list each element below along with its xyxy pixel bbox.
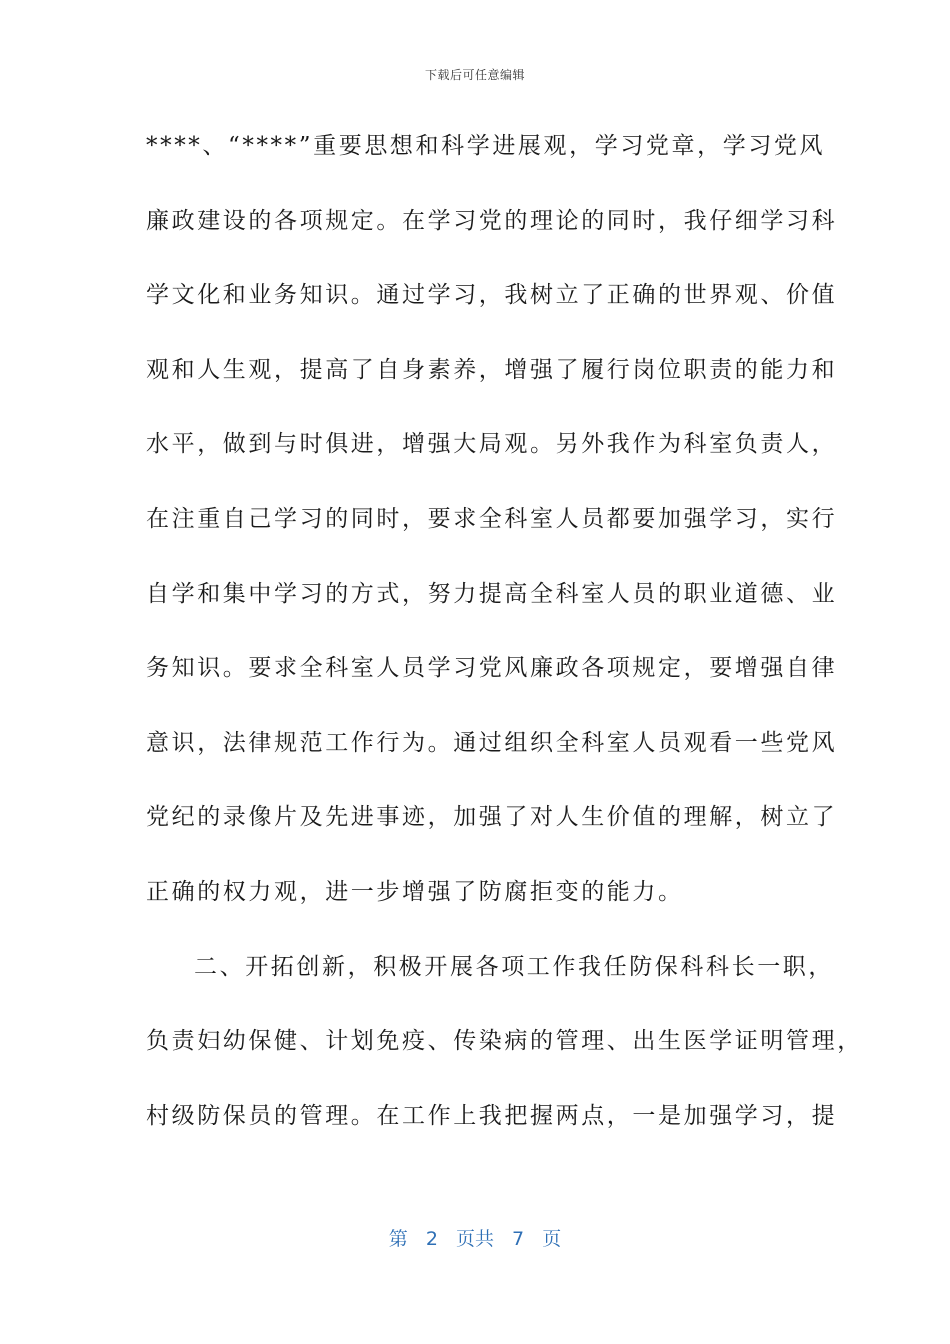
footer-middle: 页共 — [455, 1228, 494, 1250]
page-header: 下载后可任意编辑 — [424, 68, 525, 82]
text-line: 务知识。要求全科室人员学习党风廉政各项规定，要增强自律 — [146, 655, 838, 682]
current-page-number: 2 — [425, 1228, 438, 1250]
text-line: 正确的权力观，进一步增强了防腐拒变的能力。 — [146, 878, 684, 905]
page-footer — [0, 1224, 950, 1251]
text-line: 观和人生观，提高了自身素养，增强了履行岗位职责的能力和 — [146, 356, 838, 383]
text-line: 负责妇幼保健、计划免疫、传染病的管理、出生医学证明管理， — [146, 1028, 863, 1055]
paragraph-start-line: 二、开拓创新，积极开展各项工作我任防保科科长一职， — [194, 953, 834, 980]
text-line: 水平，做到与时俱进，增强大局观。另外我作为科室负责人， — [146, 431, 838, 458]
text-line: 党纪的录像片及先进事迹，加强了对人生价值的理解，树立了 — [146, 804, 838, 831]
text-line: 村级防保员的管理。在工作上我把握两点，一是加强学习，提 — [146, 1102, 838, 1129]
footer-prefix: 第 — [388, 1228, 408, 1250]
text-line: 自学和集中学习的方式，努力提高全科室人员的职业道德、业 — [146, 580, 838, 607]
footer-suffix: 页 — [542, 1228, 562, 1250]
text-line: ****、“****”重要思想和科学进展观，学习党章，学习党风 — [146, 133, 826, 159]
text-line: 在注重自己学习的同时，要求全科室人员都要加强学习，实行 — [146, 505, 838, 532]
text-line: 意识，法律规范工作行为。通过组织全科室人员观看一些党风 — [146, 729, 838, 756]
total-pages-number: 7 — [512, 1228, 525, 1250]
body-text — [146, 123, 863, 1167]
text-line: 廉政建设的各项规定。在学习党的理论的同时，我仔细学习科 — [146, 207, 838, 234]
text-line: 学文化和业务知识。通过学习，我树立了正确的世界观、价值 — [146, 282, 838, 309]
